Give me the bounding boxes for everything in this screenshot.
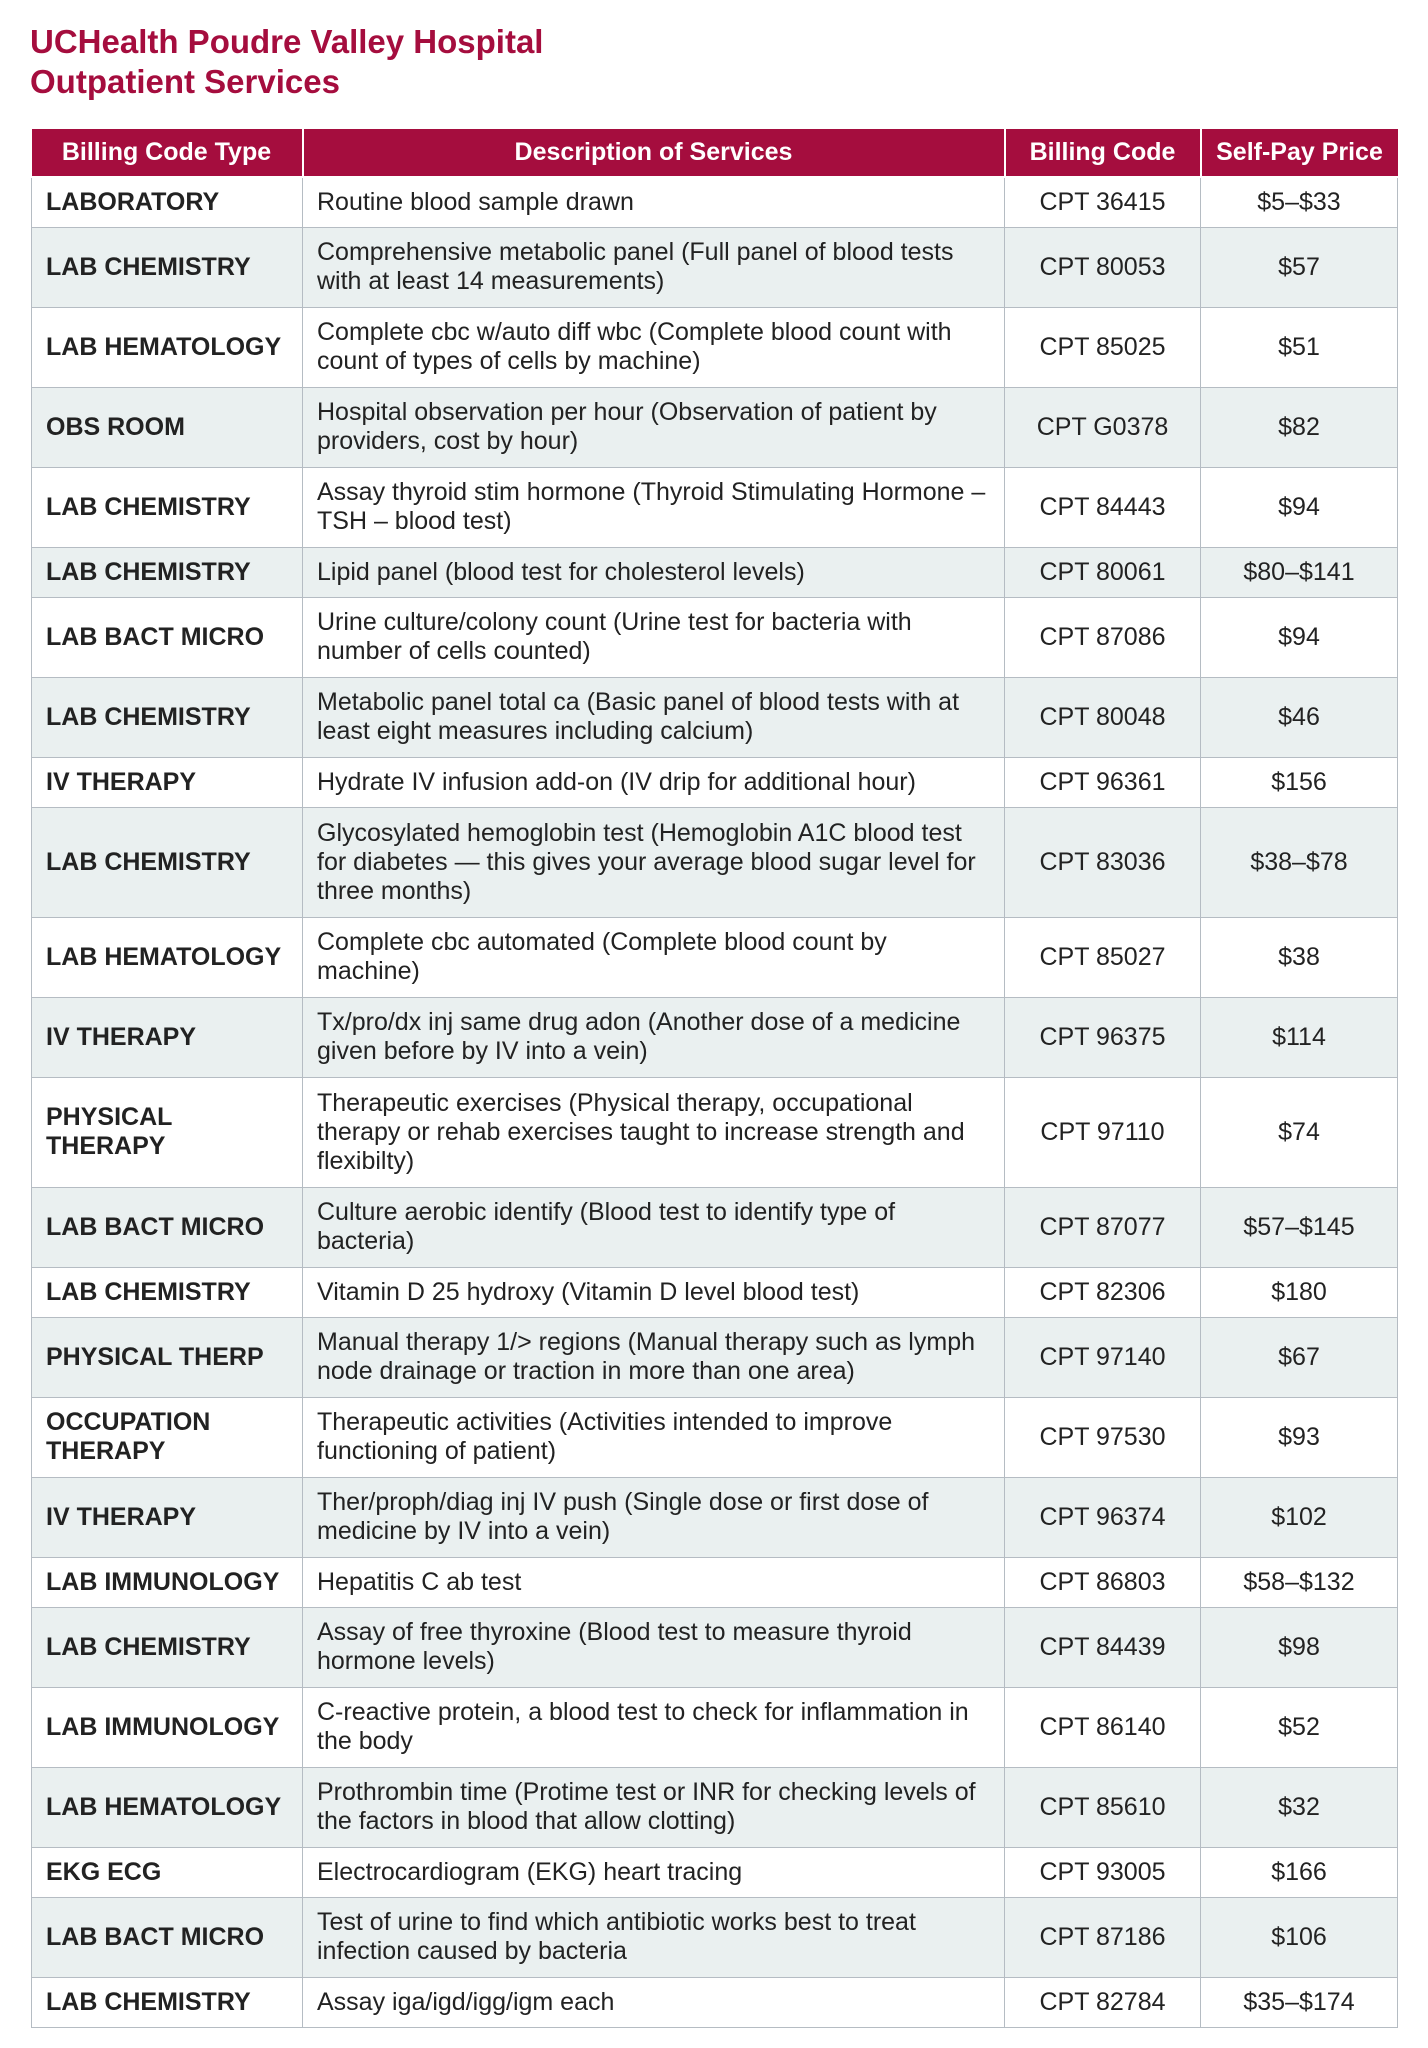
table-row [32,1397,1398,1477]
table-row [32,997,1398,1077]
cell-self-pay-price: $5–$33 [1201,177,1398,227]
cell-self-pay-price: $38–$78 [1201,807,1398,917]
price-table [31,129,1398,2028]
cell-billing-code-type: LABORATORY [32,177,303,227]
cell-billing-code: CPT 84443 [1005,467,1201,547]
table-row [32,227,1398,307]
cell-billing-code-type: OBS ROOM [32,387,303,467]
cell-self-pay-price: $106 [1201,1897,1398,1977]
cell-billing-code-type: LAB IMMUNOLOGY [32,1557,303,1607]
cell-self-pay-price: $114 [1201,997,1398,1077]
cell-description: Tx/pro/dx inj same drug adon (Another dose of a medicine given before by IV into a vein) [303,997,1005,1077]
table-row [32,547,1398,597]
cell-self-pay-price: $80–$141 [1201,547,1398,597]
cell-billing-code-type: EKG ECG [32,1847,303,1897]
cell-billing-code: CPT 36415 [1005,177,1201,227]
cell-billing-code: CPT 97110 [1005,1077,1201,1187]
table-row [32,387,1398,467]
cell-self-pay-price: $94 [1201,467,1398,547]
table-row [32,1477,1398,1557]
cell-billing-code: CPT 80048 [1005,677,1201,757]
cell-description: Prothrombin time (Protime test or INR for checking levels of the factors in blood that allow clotting) [303,1767,1005,1847]
cell-self-pay-price: $35–$174 [1201,1977,1398,2027]
column-header-billing-code-type: Billing Code Type [32,129,303,177]
cell-billing-code: CPT 96375 [1005,997,1201,1077]
table-row [32,807,1398,917]
cell-description: Hepatitis C ab test [303,1557,1005,1607]
cell-billing-code-type: LAB HEMATOLOGY [32,1767,303,1847]
cell-billing-code-type: LAB BACT MICRO [32,1187,303,1267]
table-row [32,1687,1398,1767]
cell-billing-code: CPT 82306 [1005,1267,1201,1317]
cell-billing-code: CPT 97530 [1005,1397,1201,1477]
cell-self-pay-price: $102 [1201,1477,1398,1557]
table-row [32,1557,1398,1607]
cell-self-pay-price: $52 [1201,1687,1398,1767]
cell-self-pay-price: $32 [1201,1767,1398,1847]
cell-description: Urine culture/colony count (Urine test for bacteria with number of cells counted) [303,597,1005,677]
cell-description: Glycosylated hemoglobin test (Hemoglobin A1C blood test for diabetes — this gives your average blood sugar level for three months) [303,807,1005,917]
table-row [32,677,1398,757]
table-row [32,1187,1398,1267]
cell-billing-code: CPT 85610 [1005,1767,1201,1847]
cell-description: Complete cbc w/auto diff wbc (Complete blood count with count of types of cells by machine) [303,307,1005,387]
cell-billing-code-type: LAB HEMATOLOGY [32,917,303,997]
cell-billing-code-type: LAB BACT MICRO [32,597,303,677]
cell-billing-code-type: IV THERAPY [32,997,303,1077]
cell-billing-code-type: PHYSICAL THERP [32,1317,303,1397]
cell-description: Manual therapy 1/> regions (Manual therapy such as lymph node drainage or traction in more than one area) [303,1317,1005,1397]
column-header-description: Description of Services [303,129,1005,177]
cell-self-pay-price: $46 [1201,677,1398,757]
cell-billing-code-type: LAB HEMATOLOGY [32,307,303,387]
cell-billing-code: CPT 80053 [1005,227,1201,307]
table-row [32,1077,1398,1187]
cell-self-pay-price: $74 [1201,1077,1398,1187]
table-row [32,307,1398,387]
cell-description: Assay thyroid stim hormone (Thyroid Stimulating Hormone – TSH – blood test) [303,467,1005,547]
cell-self-pay-price: $58–$132 [1201,1557,1398,1607]
cell-description: Hospital observation per hour (Observation of patient by providers, cost by hour) [303,387,1005,467]
cell-description: Lipid panel (blood test for cholesterol levels) [303,547,1005,597]
cell-description: Electrocardiogram (EKG) heart tracing [303,1847,1005,1897]
cell-billing-code: CPT 96374 [1005,1477,1201,1557]
cell-description: Therapeutic activities (Activities intended to improve functioning of patient) [303,1397,1005,1477]
cell-billing-code-type: LAB CHEMISTRY [32,1977,303,2027]
cell-billing-code: CPT G0378 [1005,387,1201,467]
cell-description: Ther/proph/diag inj IV push (Single dose or first dose of medicine by IV into a vein) [303,1477,1005,1557]
cell-self-pay-price: $82 [1201,387,1398,467]
title-line-hospital: UCHealth Poudre Valley Hospital [30,23,544,60]
cell-billing-code-type: LAB CHEMISTRY [32,467,303,547]
cell-billing-code-type: LAB CHEMISTRY [32,807,303,917]
table-row [32,1897,1398,1977]
cell-billing-code: CPT 82784 [1005,1977,1201,2027]
cell-description: Therapeutic exercises (Physical therapy, occupational therapy or rehab exercises taught to increase strength and flexibilty) [303,1077,1005,1187]
cell-self-pay-price: $166 [1201,1847,1398,1897]
cell-description: Complete cbc automated (Complete blood count by machine) [303,917,1005,997]
cell-billing-code: CPT 87086 [1005,597,1201,677]
cell-billing-code: CPT 85025 [1005,307,1201,387]
cell-billing-code-type: LAB CHEMISTRY [32,677,303,757]
table-row [32,177,1398,227]
cell-description: Test of urine to find which antibiotic works best to treat infection caused by bacteria [303,1897,1005,1977]
cell-description: Routine blood sample drawn [303,177,1005,227]
cell-self-pay-price: $93 [1201,1397,1398,1477]
cell-description: C-reactive protein, a blood test to check for inflammation in the body [303,1687,1005,1767]
table-row [32,1607,1398,1687]
cell-billing-code-type: LAB IMMUNOLOGY [32,1687,303,1767]
column-header-self-pay-price: Self-Pay Price [1201,129,1398,177]
cell-billing-code: CPT 97140 [1005,1317,1201,1397]
cell-billing-code: CPT 85027 [1005,917,1201,997]
cell-self-pay-price: $98 [1201,1607,1398,1687]
cell-description: Hydrate IV infusion add-on (IV drip for additional hour) [303,757,1005,807]
cell-self-pay-price: $180 [1201,1267,1398,1317]
title-line-services: Outpatient Services [30,63,340,100]
cell-self-pay-price: $57–$145 [1201,1187,1398,1267]
cell-description: Metabolic panel total ca (Basic panel of blood tests with at least eight measures including calcium) [303,677,1005,757]
cell-description: Assay of free thyroxine (Blood test to measure thyroid hormone levels) [303,1607,1005,1687]
cell-billing-code: CPT 83036 [1005,807,1201,917]
cell-self-pay-price: $57 [1201,227,1398,307]
table-row [32,917,1398,997]
cell-self-pay-price: $38 [1201,917,1398,997]
cell-billing-code-type: LAB CHEMISTRY [32,547,303,597]
cell-self-pay-price: $51 [1201,307,1398,387]
cell-billing-code: CPT 86803 [1005,1557,1201,1607]
column-header-billing-code: Billing Code [1005,129,1201,177]
cell-billing-code: CPT 80061 [1005,547,1201,597]
table-row [32,1267,1398,1317]
cell-billing-code: CPT 84439 [1005,1607,1201,1687]
cell-billing-code: CPT 86140 [1005,1687,1201,1767]
cell-self-pay-price: $156 [1201,757,1398,807]
table-row [32,597,1398,677]
cell-billing-code: CPT 96361 [1005,757,1201,807]
cell-self-pay-price: $94 [1201,597,1398,677]
table-row [32,1317,1398,1397]
cell-billing-code-type: IV THERAPY [32,1477,303,1557]
cell-billing-code-type: LAB CHEMISTRY [32,1267,303,1317]
cell-description: Comprehensive metabolic panel (Full panel of blood tests with at least 14 measurements) [303,227,1005,307]
cell-description: Assay iga/igd/igg/igm each [303,1977,1005,2027]
cell-billing-code: CPT 93005 [1005,1847,1201,1897]
cell-billing-code-type: PHYSICAL THERAPY [32,1077,303,1187]
header-row [32,129,1398,177]
cell-billing-code-type: LAB CHEMISTRY [32,227,303,307]
table-row [32,1847,1398,1897]
cell-description: Culture aerobic identify (Blood test to identify type of bacteria) [303,1187,1005,1267]
table-row [32,1977,1398,2027]
table-row [32,1767,1398,1847]
cell-billing-code-type: LAB CHEMISTRY [32,1607,303,1687]
cell-billing-code-type: OCCUPATION THERAPY [32,1397,303,1477]
table-row [32,467,1398,547]
cell-self-pay-price: $67 [1201,1317,1398,1397]
cell-billing-code: CPT 87077 [1005,1187,1201,1267]
cell-billing-code-type: LAB BACT MICRO [32,1897,303,1977]
table-row [32,757,1398,807]
cell-description: Vitamin D 25 hydroxy (Vitamin D level blood test) [303,1267,1005,1317]
cell-billing-code-type: IV THERAPY [32,757,303,807]
cell-billing-code: CPT 87186 [1005,1897,1201,1977]
page-title [30,22,543,102]
